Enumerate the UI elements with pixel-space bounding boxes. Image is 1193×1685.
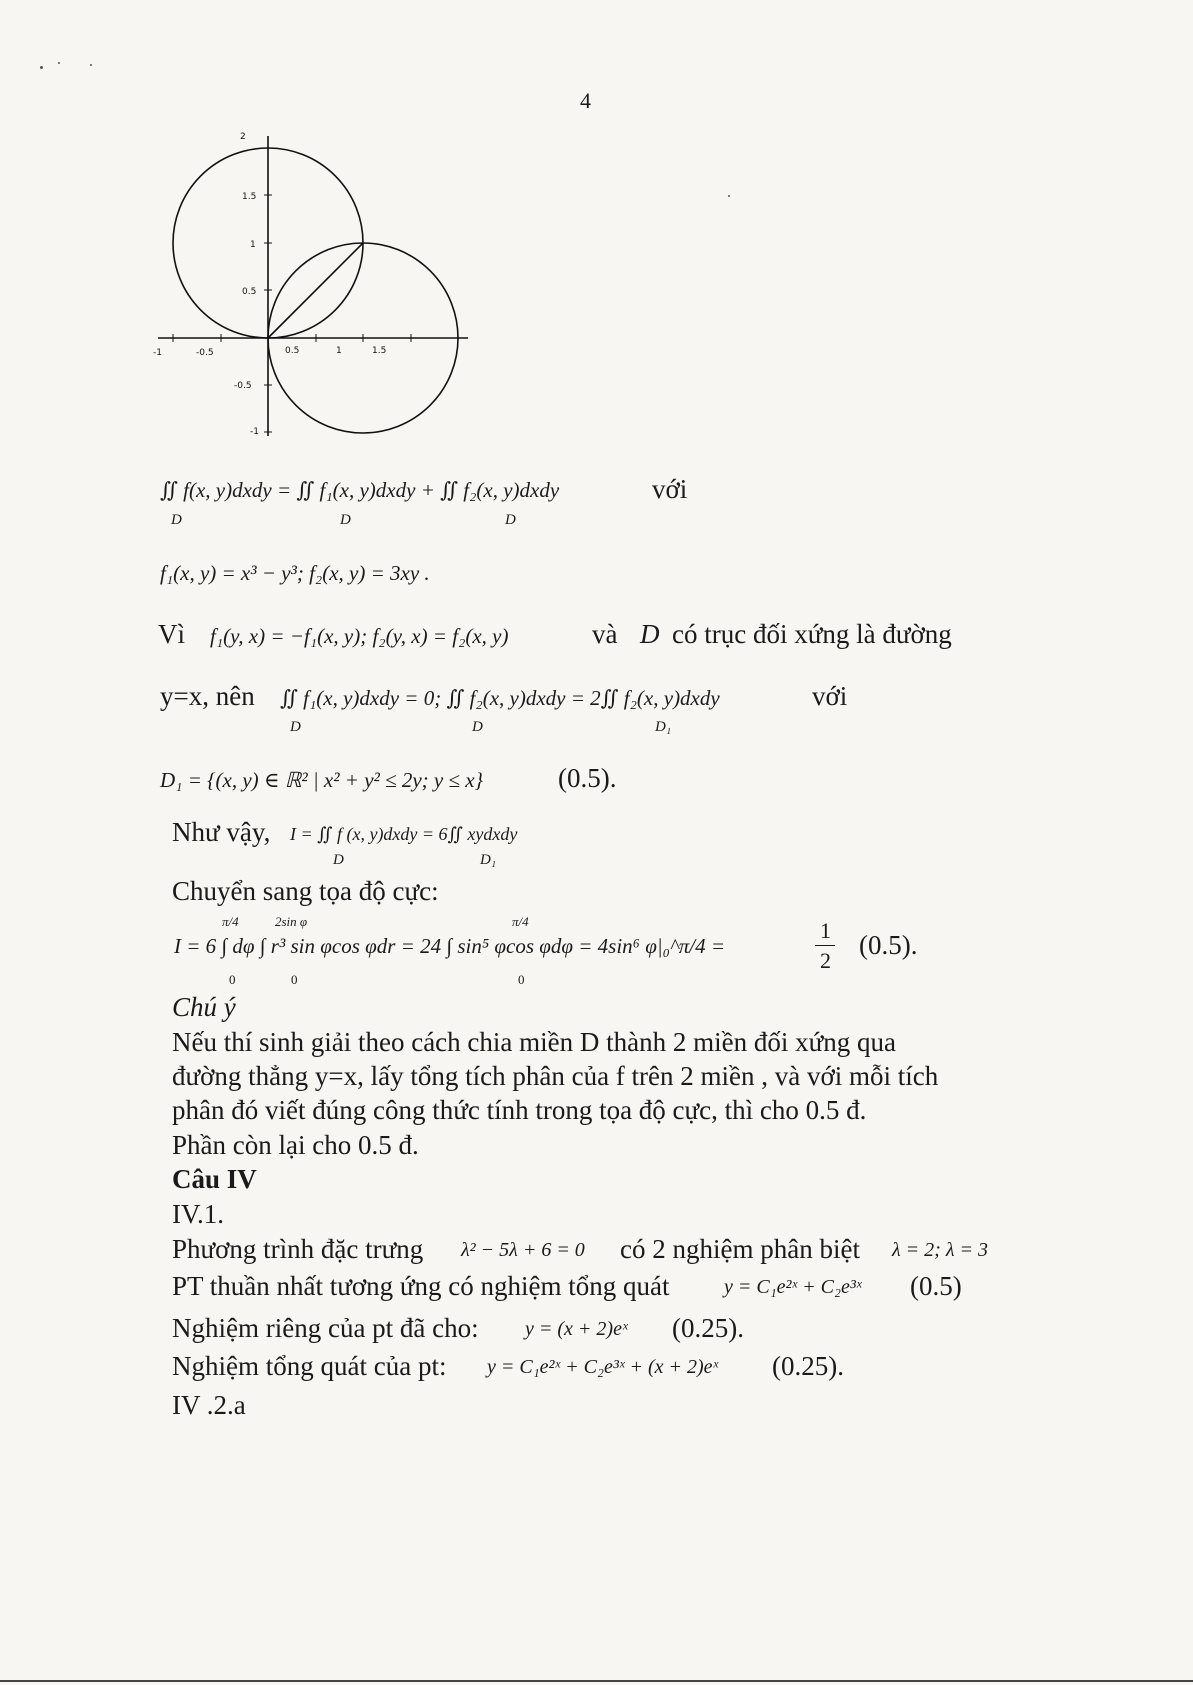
iv-line-text: Nghiệm tổng quát của pt: [172,1351,447,1381]
iv-line-math: y = C₁e²ˣ + C₂e³ˣ [724,1276,862,1298]
score: (0.5) [910,1271,962,1301]
fraction-denominator: 2 [820,948,831,973]
integral-domain-label: D [171,512,182,528]
score: (0.5). [859,930,918,960]
integral-upper-limit: π/4 [512,914,529,929]
equation-double-integral-split: ∬ f(x, y)dxdy = ∬ f₁(x, y)dxdy + ∬ f₂(x, y)dxdy [160,478,560,502]
y-tick-label: -0.5 [234,381,252,391]
iv-line-math: y = C₁e²ˣ + C₂e³ˣ + (x + 2)eˣ [487,1356,719,1378]
y-tick-label: -1 [250,427,259,437]
text-polar-coordinates: Chuyển sang tọa độ cực: [172,876,439,906]
integral-lower-limit: 0 [518,972,525,987]
equation-integral-values: ∬ f₁(x, y)dxdy = 0; ∬ f₂(x, y)dxdy = 2∬ f₂(x, y)dxdy [280,686,720,710]
note-line: Nếu thí sinh giải theo cách chia miền D thành 2 miền đối xứng qua [172,1027,896,1057]
y-tick-label: 0.5 [242,287,257,297]
iv-line-text: PT thuần nhất tương ứng có nghiệm tổng quát [172,1271,670,1301]
y-tick-label: 2 [240,132,246,142]
equation-I: I = ∬ f (x, y)dxdy = 6∬ xydxdy [290,824,518,844]
scan-speck [40,66,43,69]
domain-D: D [640,619,660,649]
text-symmetry-axis: có trục đối xứng là đường [672,619,952,649]
equation-f1-f2-definition: f₁(x, y) = x³ − y³; f₂(x, y) = 3xy . [160,561,430,585]
iv-line-text: Phương trình đặc trưng [172,1234,424,1264]
x-tick-label: 0.5 [285,346,300,356]
text-vi: Vì [158,619,185,649]
scan-speck [728,195,730,197]
subsection-title: IV.1. [172,1199,225,1229]
circles-figure [150,128,480,450]
score: (0.25). [672,1313,744,1343]
text-nhu-vay: Như vậy, [172,817,271,847]
y-tick-label: 1.5 [242,192,257,202]
word-voi: với [652,474,688,504]
iv-line-math: y = (x + 2)eˣ [525,1318,628,1340]
integral-lower-limit: 0 [291,972,298,987]
integral-upper-limit: π/4 [222,914,239,929]
integral-domain-label: D [333,852,344,868]
x-tick-label: -1 [153,348,162,358]
equation-symmetry: f₁(y, x) = −f₁(x, y); f₂(y, x) = f₂(x, y) [210,624,509,648]
iv-line-math: λ = 2; λ = 3 [892,1239,988,1261]
x-tick-label: 1 [336,346,342,356]
iv-line-text: có 2 nghiệm phân biệt [620,1234,860,1264]
line-y-equals-x [268,243,363,338]
score: (0.25). [772,1351,844,1381]
score: (0.5). [558,763,617,793]
integral-domain-label: D [505,512,516,528]
x-tick-label: 1.5 [372,346,387,356]
word-voi: với [812,681,848,711]
section-title: Câu IV [172,1164,257,1194]
y-tick-label: 1 [250,240,256,250]
text-va: và [592,619,618,649]
fraction-numerator: 1 [820,918,831,943]
subsection-label: IV .2.a [172,1390,246,1420]
note-line: phân đó viết đúng công thức tính trong tọa độ cực, thì cho 0.5 đ. [172,1095,867,1125]
note-line: đường thẳng y=x, lấy tổng tích phân của f trên 2 miền , và với mỗi tích [172,1061,939,1091]
integral-upper-limit: 2sin φ [275,914,308,929]
scan-bottom-edge [0,1680,1193,1682]
integral-domain-label: D [290,719,301,735]
iv-line-math: λ² − 5λ + 6 = 0 [461,1239,585,1261]
integral-domain-label: D₁ [480,852,497,868]
note-title: Chú ý [172,992,236,1022]
equation-polar-integral: I = 6 ∫ dφ ∫ r³ sin φcos φdr = 24 ∫ sin⁵ φcos φdφ = 4sin⁶ φ|₀^π/4 = [174,934,726,958]
iv-line-text: Nghiệm riêng của pt đã cho: [172,1313,479,1343]
text-yx-nen: y=x, nên [160,681,255,711]
page-number: 4 [580,88,591,113]
integral-domain-label: D [472,719,483,735]
scan-speck [58,62,60,64]
x-tick-label: -0.5 [196,348,214,358]
note-line: Phần còn lại cho 0.5 đ. [172,1130,419,1160]
integral-lower-limit: 0 [229,972,236,987]
integral-domain-label: D₁ [655,719,672,735]
fraction-bar [815,945,835,946]
integral-domain-label: D [340,512,351,528]
scan-speck [90,64,92,66]
equation-D1-definition: D₁ = {(x, y) ∈ ℝ² | x² + y² ≤ 2y; y ≤ x} [160,768,483,792]
